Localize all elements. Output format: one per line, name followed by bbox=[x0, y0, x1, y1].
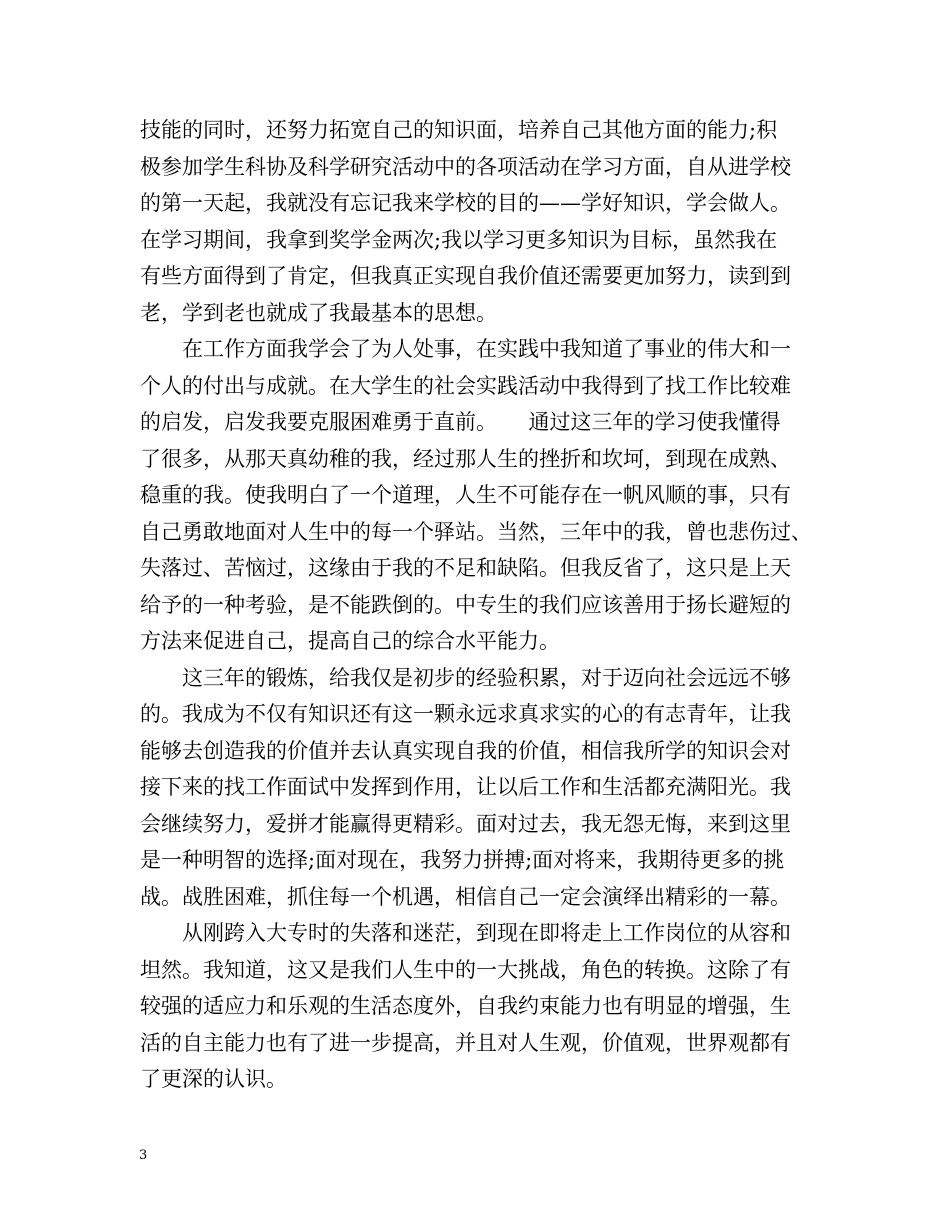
text-line: 战。战胜困难，抓住每一个机遇，相信自己一定会演绎出精彩的一幕。 bbox=[140, 884, 791, 909]
text-line: 老，学到老也就成了我最基本的思想。 bbox=[140, 300, 497, 325]
text-line: 失落过、苦恼过，这缘由于我的不足和缺陷。但我反省了，这只是上天 bbox=[140, 556, 791, 580]
text-line: 会继续努力，爱拼才能赢得更精彩。面对过去，我无怨无悔，来到这里 bbox=[140, 811, 791, 836]
text-line: 方法来促进自己，提高自己的综合水平能力。 bbox=[140, 629, 560, 653]
text-line: 了很多，从那天真幼稚的我，经过那人生的挫折和坎坷，到现在成熟、 bbox=[140, 446, 791, 471]
text-line: 在学习期间，我拿到奖学金两次;我以学习更多知识为目标，虽然我在 bbox=[140, 227, 778, 252]
text-line: 稳重的我。使我明白了一个道理，人生不可能存在一帆风顺的事，只有 bbox=[140, 483, 791, 507]
text-line: 是一种明智的选择;面对现在，我努力拼搏;面对将来，我期待更多的挑 bbox=[140, 848, 785, 872]
text-line: 的第一天起，我就没有忘记我来学校的目的——学好知识，学会做人。 bbox=[140, 191, 791, 215]
text-line: 这三年的锻炼，给我仅是初步的经验积累，对于迈向社会远远不够 bbox=[140, 665, 791, 690]
text-line: 技能的同时，还努力拓宽自己的知识面，培养自己其他方面的能力;积 bbox=[140, 118, 778, 142]
text-line: 较强的适应力和乐观的生活态度外，自我约束能力也有明显的增强，生 bbox=[140, 994, 791, 1018]
text-line: 在工作方面我学会了为人处事，在实践中我知道了事业的伟大和一 bbox=[140, 337, 791, 361]
text-line: 个人的付出与成就。在大学生的社会实践活动中我得到了找工作比较难 bbox=[140, 373, 791, 398]
text-line: 活的自主能力也有了进一步提高，并且对人生观，价值观，世界观都有 bbox=[140, 1030, 791, 1055]
text-line: 极参加学生科协及科学研究活动中的各项活动在学习方面，自从进学校 bbox=[140, 154, 791, 179]
text-line: 从刚跨入大专时的失落和迷茫，到现在即将走上工作岗位的从容和 bbox=[140, 921, 791, 945]
text-line: 了更深的认识。 bbox=[140, 1067, 287, 1091]
text-line: 有些方面得到了肯定，但我真正实现自我价值还需要更加努力，读到到 bbox=[140, 264, 791, 288]
text-line: 的启发，启发我要克服困难勇于直前。 通过这三年的学习使我懂得 bbox=[140, 410, 781, 434]
text-line: 能够去创造我的价值并去认真实现自我的价值，相信我所学的知识会对 bbox=[140, 738, 791, 763]
text-line: 坦然。我知道，这又是我们人生中的一大挑战，角色的转换。这除了有 bbox=[140, 957, 791, 982]
body-text bbox=[140, 112, 820, 1098]
text-line: 接下来的找工作面试中发挥到作用，让以后工作和生活都充满阳光。我 bbox=[140, 775, 791, 799]
text-line: 的。我成为不仅有知识还有这一颗永远求真求实的心的有志青年，让我 bbox=[140, 702, 791, 726]
text-line: 给予的一种考验，是不能跌倒的。中专生的我们应该善用于扬长避短的 bbox=[140, 592, 791, 617]
page-number: 3 bbox=[139, 1148, 148, 1163]
text-line: 自己勇敢地面对人生中的每一个驿站。当然，三年中的我，曾也悲伤过、 bbox=[140, 519, 812, 544]
